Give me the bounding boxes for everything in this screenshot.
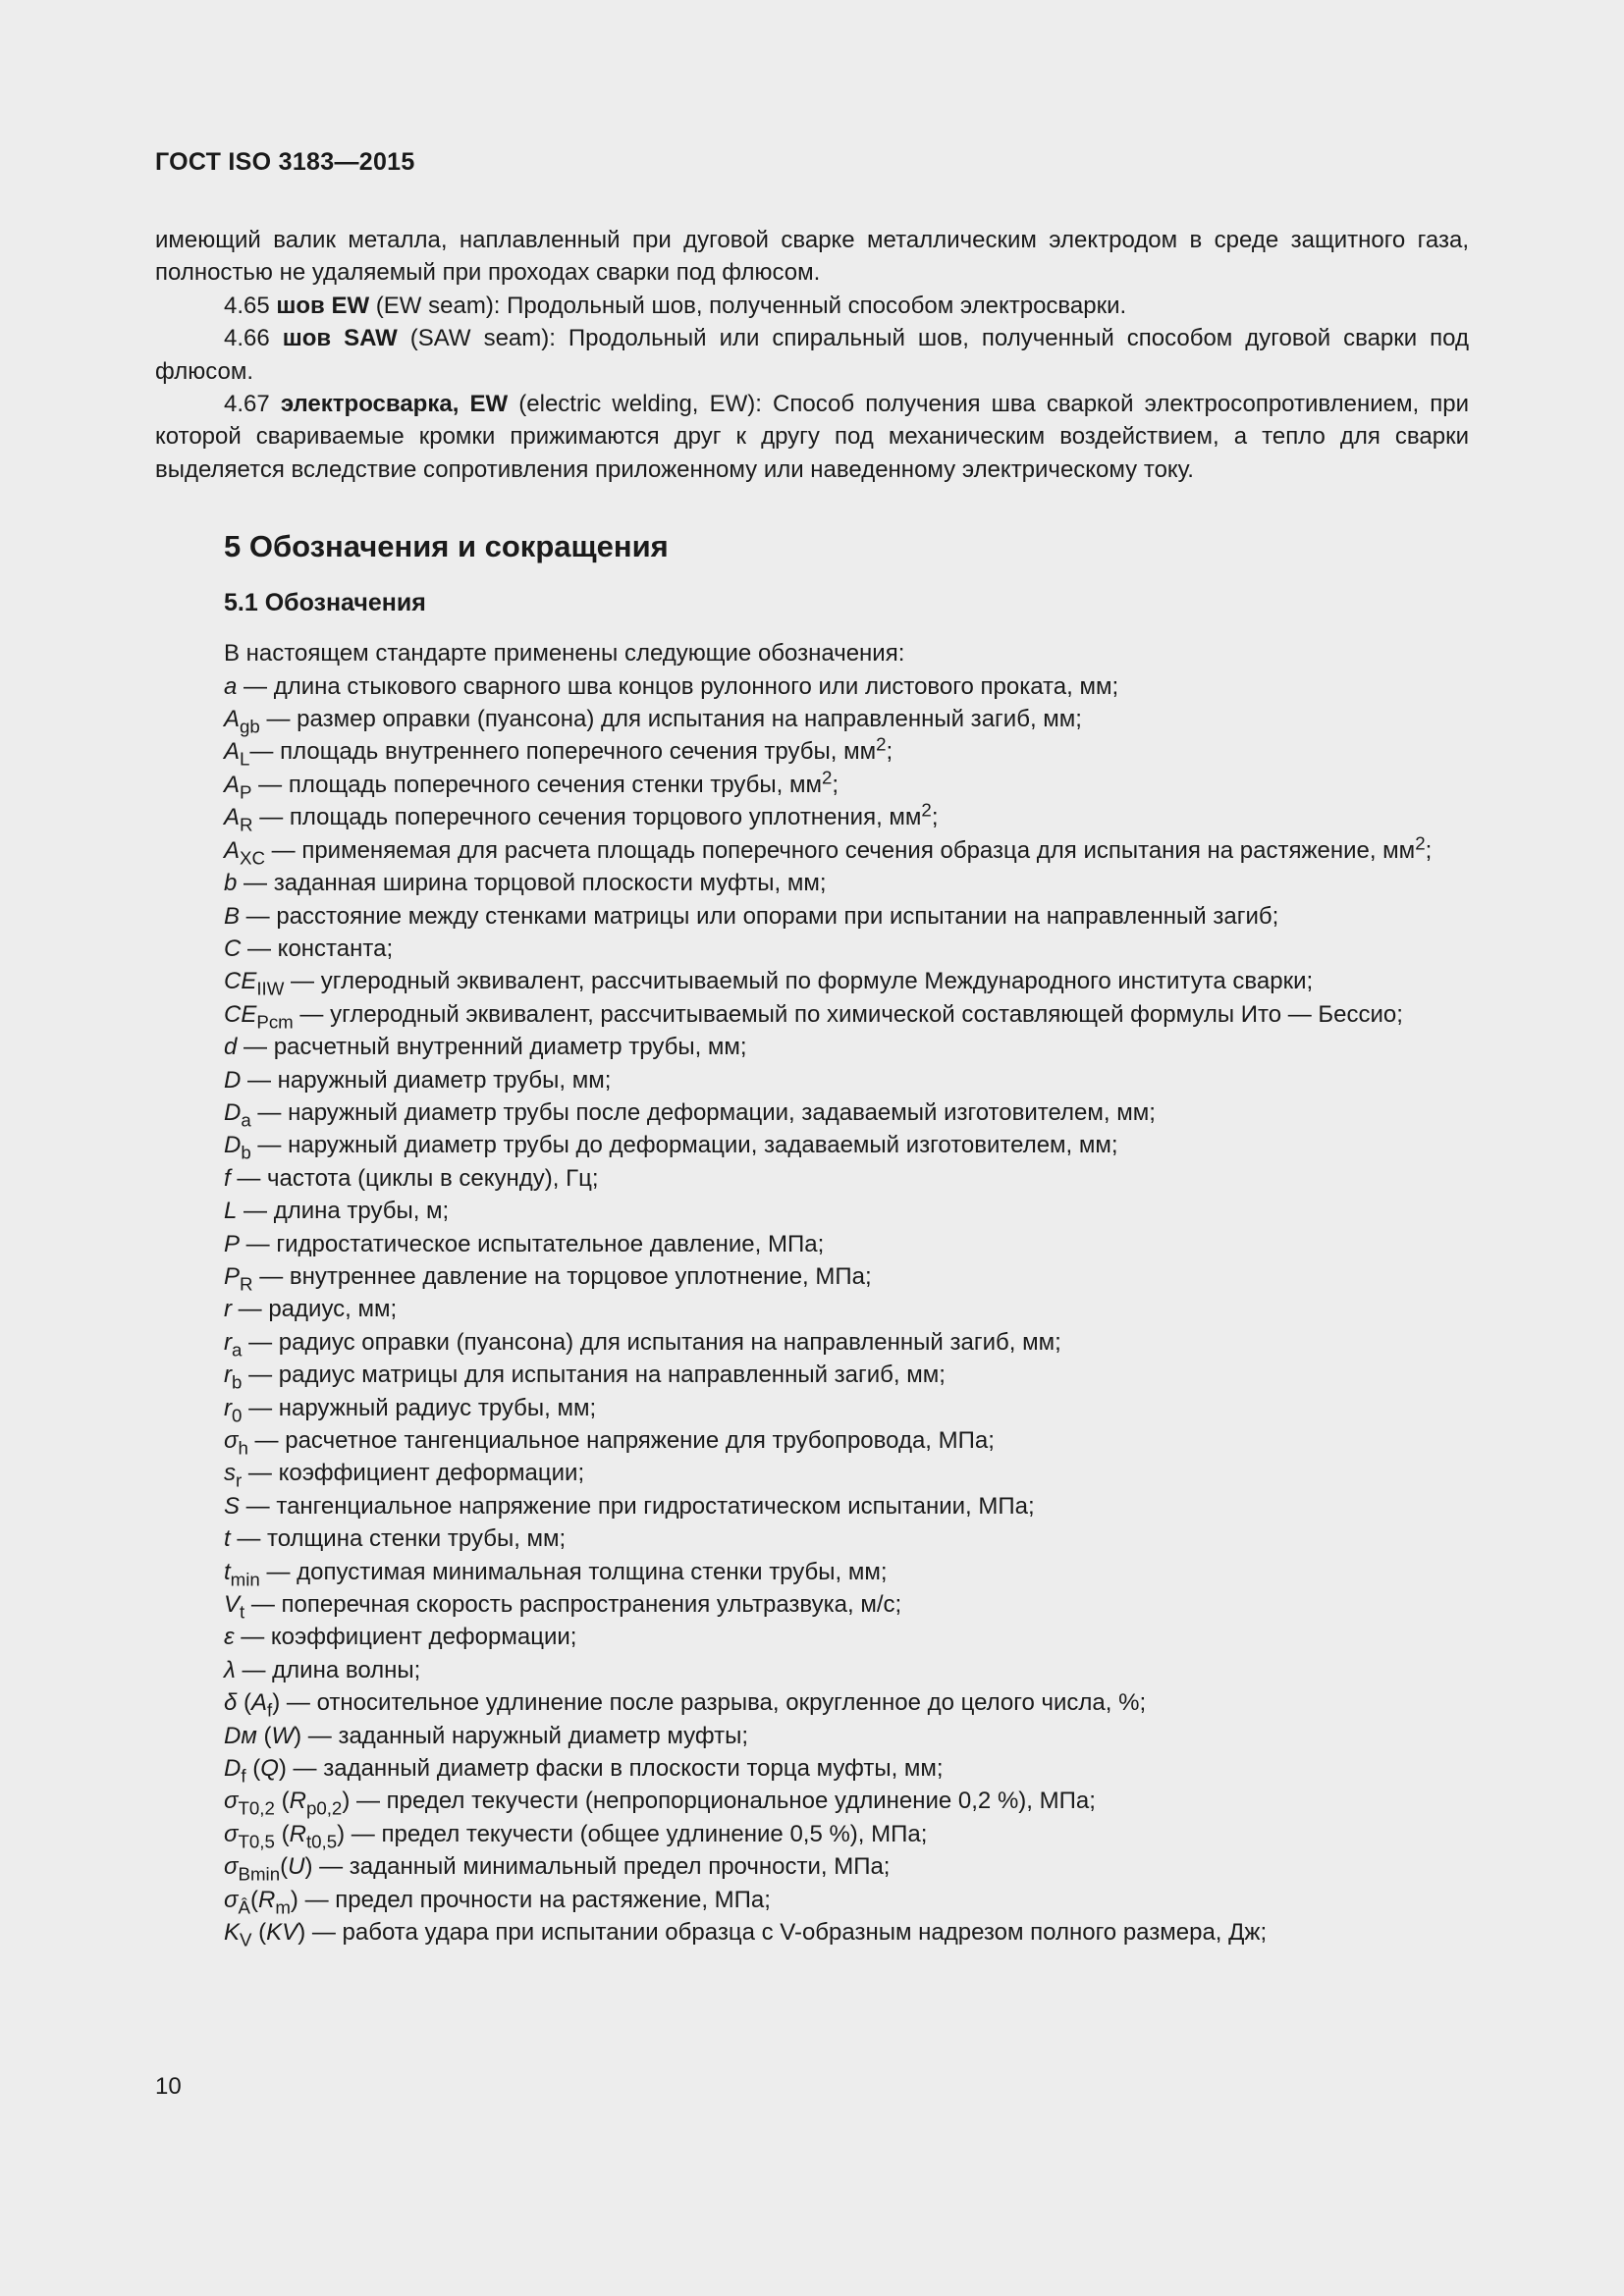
symbol-letter: r: [224, 1394, 232, 1421]
symbol-description: ) — предел прочности на растяжение, МПа;: [290, 1886, 771, 1913]
symbol-description: — радиус матрицы для испытания на направленный загиб, мм;: [242, 1362, 946, 1389]
symbol-letter: δ: [224, 1689, 238, 1717]
document-header: ГОСТ ISO 3183—2015: [155, 148, 415, 176]
symbol-letter: A: [224, 738, 241, 766]
symbol-subscript: 0: [232, 1405, 243, 1426]
symbol-letter: A: [224, 706, 241, 733]
symbol-description: — площадь внутреннего поперечного сечения трубы, мм: [249, 738, 877, 766]
symbol-letter: r: [224, 1328, 232, 1356]
symbol-item: [155, 1096, 1469, 1129]
symbol-description: — применяемая для расчета площадь поперечного сечения образца для испытания на растяжение, мм: [265, 836, 1416, 864]
symbol-subscript: Pcm: [256, 1011, 294, 1033]
clause-definition: (EW seam): Продольный шов, полученный способом электросварки.: [369, 292, 1127, 319]
symbol-description: ) — заданный диаметр фаски в плоскости торца муфты, мм;: [278, 1755, 944, 1783]
symbol-item: [155, 933, 1469, 965]
symbol-description: — расстояние между стенками матрицы или опорами при испытании на направленный загиб;: [240, 902, 1279, 930]
symbol-item: [155, 1916, 1469, 1949]
symbol-letter: λ: [224, 1656, 236, 1683]
symbol: [224, 1788, 275, 1820]
symbol-item: [155, 1392, 1469, 1424]
symbol-subscript: R: [240, 814, 253, 835]
symbol-description: — площадь поперечного сечения стенки трубы, мм: [251, 771, 822, 798]
symbol-letter: r: [224, 1296, 232, 1323]
unit-exponent: 2: [876, 734, 887, 756]
symbol: [224, 1198, 237, 1224]
symbol-item: [155, 1556, 1469, 1588]
symbol-subscript: R: [240, 1273, 253, 1295]
symbol-description: ) — относительное удлинение после разрыва, округленное до целого числа, %;: [272, 1689, 1147, 1717]
symbol-subscript: a: [232, 1339, 243, 1361]
symbol-description: — радиус оправки (пуансона) для испытания на направленный загиб, мм;: [242, 1328, 1061, 1356]
symbol-letter: t: [224, 1525, 231, 1553]
symbol: [224, 738, 250, 771]
symbol: [224, 1067, 241, 1094]
symbol-item: [155, 1884, 1469, 1916]
symbol-letter: C: [224, 934, 242, 962]
symbol: [224, 903, 240, 930]
symbol: [224, 1394, 243, 1426]
symbol: [224, 706, 260, 737]
symbol-subscript: V: [240, 1929, 252, 1950]
symbol-description: — наружный диаметр трубы, мм;: [241, 1066, 612, 1094]
symbol-letter: D: [224, 1132, 242, 1159]
symbol-letter: t: [224, 1558, 231, 1585]
subsection-title: 5.1 Обозначения: [224, 589, 426, 617]
symbol-item: [155, 1129, 1469, 1161]
symbol-description: — наружный радиус трубы, мм;: [242, 1394, 597, 1421]
symbol-letter: CE: [224, 1000, 257, 1028]
symbol-description: — длина стыкового сварного шва концов рулонного или листового проката, мм;: [237, 672, 1119, 700]
symbol-letter: K: [224, 1919, 241, 1947]
clause-definition: (SAW seam): Продольный или спиральный шов, полученный способом дуговой сварки под флюсом.: [155, 325, 1469, 385]
symbol-letter: A: [224, 836, 241, 864]
symbol-description: — частота (циклы в секунду), Гц;: [230, 1164, 599, 1192]
symbol-subscript: t: [240, 1601, 245, 1623]
intro-paragraphs: [155, 224, 1469, 486]
section-title: 5 Обозначения и сокращения: [224, 529, 669, 564]
symbol-subscript: gb: [240, 716, 260, 737]
symbol-letter: r: [224, 1362, 232, 1389]
symbol-item: [155, 1621, 1469, 1653]
symbol-description: — коэффициент деформации;: [234, 1624, 577, 1651]
symbol: [224, 1328, 243, 1361]
symbol: [224, 1262, 253, 1295]
symbol: [224, 1755, 246, 1787]
symbol-item: [155, 1064, 1469, 1096]
clause-number: 4.65: [224, 292, 277, 319]
symbol-alt: (W: [256, 1722, 295, 1749]
symbol-item: [155, 1293, 1469, 1325]
symbol-subscript: min: [230, 1569, 260, 1590]
symbol: [224, 771, 252, 803]
symbol-description: — допустимая минимальная толщина стенки трубы, мм;: [259, 1558, 888, 1585]
symbol-description: — длина трубы, м;: [237, 1198, 450, 1225]
symbol-item: $A_L—$ площадь внутреннего поперечного сечения трубы, $мм^2$;: [224, 734, 893, 771]
symbol-item: [155, 1457, 1469, 1489]
symbol-subscript: XC: [240, 847, 265, 869]
paragraph: [155, 290, 1469, 322]
unit-exponent: 2: [821, 767, 833, 788]
symbol-letter: σ: [224, 1820, 239, 1847]
symbol-item: [155, 1818, 1469, 1850]
symbol-alt: ($R_{p0,2}$: [274, 1788, 343, 1820]
page-content: [155, 224, 1469, 1949]
symbol-description: — заданная ширина торцовой плоскости муфты, мм;: [237, 870, 827, 897]
symbol-subscript: Bmin: [238, 1863, 281, 1885]
symbol-letter: f: [224, 1164, 231, 1192]
symbol-item: [155, 998, 1469, 1031]
clause-term: шов SAW: [282, 325, 398, 352]
symbol-item: [155, 1195, 1469, 1227]
symbol-letter: CE: [224, 968, 257, 995]
symbol-letter: b: [224, 870, 238, 897]
symbol-description: — наружный диаметр трубы до деформации, задаваемый изготовителем, мм;: [250, 1132, 1118, 1159]
symbol-alt-subscript: f: [267, 1699, 273, 1721]
paragraph: [155, 224, 1469, 290]
symbol-letter: L: [224, 1198, 238, 1225]
symbol-letter: P: [224, 1262, 241, 1290]
symbol: [224, 1853, 281, 1885]
symbol-letter: D: [224, 1066, 242, 1094]
symbol-item: [155, 1490, 1469, 1522]
symbol: [224, 1000, 294, 1033]
symbol-description: — площадь поперечного сечения торцового уплотнения, мм: [252, 804, 922, 831]
paragraph: [155, 322, 1469, 388]
symbol-letter: a: [224, 672, 238, 700]
symbol-item: [155, 1654, 1469, 1686]
symbol-alt: ($R_{t0,5}$: [274, 1820, 338, 1852]
symbol-subscript: T0,5: [238, 1831, 275, 1852]
symbol: [224, 1296, 232, 1322]
symbol-description: — радиус, мм;: [232, 1296, 398, 1323]
symbol-letter: D: [224, 1755, 242, 1783]
symbol-subscript: h: [238, 1437, 248, 1459]
symbol-subscript: L: [240, 749, 250, 771]
symbol-description: — размер оправки (пуансона) для испытания на направленный загиб, мм;: [259, 706, 1082, 733]
symbol-description: — расчетный внутренний диаметр трубы, мм;: [237, 1034, 747, 1061]
symbol-subscript: b: [241, 1142, 251, 1163]
symbol-description: — гидростатическое испытательное давление, МПа;: [240, 1230, 825, 1257]
symbol: [224, 836, 265, 869]
page-number: 10: [155, 2073, 182, 2100]
symbol-subscript: T0,2: [238, 1798, 275, 1820]
symbol-item: [155, 1588, 1469, 1621]
symbol-letter: ε: [224, 1624, 235, 1651]
clause-number: 4.66: [224, 325, 283, 352]
symbol: [224, 1034, 237, 1060]
symbol-alt: ($A_f$: [237, 1689, 273, 1721]
symbol-letter: S: [224, 1492, 241, 1520]
symbol-alt-letter: U: [288, 1853, 305, 1881]
symbol-item: [155, 867, 1469, 899]
symbol-alt-letter: W: [271, 1722, 295, 1749]
symbol-item: [155, 1260, 1469, 1293]
symbol-subscript: a: [241, 1109, 251, 1131]
symbol-letter: σ: [224, 1886, 239, 1913]
symbol-letter: B: [224, 902, 241, 930]
symbol: [224, 1624, 235, 1650]
symbol-description: — тангенциальное напряжение при гидростатическом испытании, МПа;: [240, 1492, 1035, 1520]
symbol-item: [155, 965, 1469, 997]
symbol: [224, 1723, 257, 1749]
symbol-alt-letter: R: [289, 1788, 306, 1815]
symbol-item: [155, 670, 1469, 703]
symbol-letter: σ: [224, 1788, 239, 1815]
symbol: [224, 673, 237, 700]
symbol-subscript: r: [236, 1469, 243, 1491]
symbol: [224, 1558, 260, 1590]
symbol: [224, 804, 253, 835]
symbol-alt: (KV: [251, 1919, 298, 1947]
symbol: [224, 1919, 252, 1950]
symbol-item: [155, 900, 1469, 933]
symbol: [224, 1689, 237, 1716]
symbol: [224, 1165, 231, 1192]
symbol-item: [155, 1424, 1469, 1457]
symbol-description: — коэффициент деформации;: [242, 1460, 585, 1487]
symbol: [224, 1362, 243, 1393]
symbol-item: [155, 1752, 1469, 1785]
symbol: [224, 1460, 243, 1491]
symbol-letter: d: [224, 1034, 238, 1061]
symbol-alt-subscript: m: [275, 1896, 291, 1918]
clause-definition: (electric welding, EW): Способ получения шва сваркой электросопротивлением, при которой свариваемые кромки прижимаются друг к другу под механическим воздействием, а тепло для сварки выделяется вследствие сопротивления приложенному или наведенному электрическому току.: [155, 391, 1469, 483]
symbol-subscript: IIW: [256, 978, 285, 999]
symbol-alt-letter: Q: [260, 1755, 279, 1783]
paragraph-text: имеющий валик металла, наплавленный при дуговой сварке металлическим электродом в среде защитного газа, полностью не удаляемый при проходах сварки под флюсом.: [155, 227, 1469, 287]
symbol-alt-subscript: t0,5: [305, 1831, 338, 1852]
symbol-item: [155, 1686, 1469, 1719]
symbol-alt-letter: A: [251, 1689, 268, 1717]
symbol-item: [155, 1359, 1469, 1391]
paragraph: [155, 388, 1469, 486]
symbols-list: [155, 670, 1469, 1949]
symbol-subscript: b: [232, 1371, 243, 1393]
symbol-description: ) — заданный наружный диаметр муфты;: [294, 1722, 749, 1749]
symbol: [224, 1886, 250, 1918]
symbol-letter: σ: [224, 1427, 239, 1454]
symbol: [224, 1493, 240, 1520]
symbol-description: — углеродный эквивалент, рассчитываемый по химической составляющей формулы Ито — Бессио;: [293, 1000, 1403, 1028]
unit-exponent: 2: [921, 799, 932, 821]
symbol-description: ) — заданный минимальный предел прочности, МПа;: [304, 1853, 891, 1881]
symbol: [224, 1657, 236, 1683]
symbol-alt-letter: KV: [266, 1919, 298, 1947]
symbol-letter: P: [224, 1230, 241, 1257]
symbol-description: ) — предел текучести (непропорциональное удлинение 0,2 %), МПа;: [342, 1788, 1096, 1815]
symbol-subscript: f: [241, 1765, 246, 1787]
symbol-subscript: Â: [238, 1896, 250, 1918]
symbol-alt: (U: [280, 1853, 305, 1881]
unit-exponent: 2: [1415, 832, 1426, 854]
symbol-item: $A_{XC}$ — применяемая для расчета площадь поперечного сечения образца для испытания на растяжение, $мм^2$;: [224, 832, 1433, 869]
symbol-letter: A: [224, 771, 241, 798]
symbol: [224, 870, 237, 896]
symbol-subscript: P: [240, 781, 252, 803]
symbol-item: [155, 1785, 1469, 1820]
symbol: [224, 1427, 248, 1459]
symbol-item: [155, 703, 1469, 735]
symbol: [224, 935, 241, 962]
symbol-item: [155, 1522, 1469, 1555]
symbol: [224, 1820, 275, 1852]
symbol-letter: σ: [224, 1853, 239, 1881]
symbol: [224, 1525, 231, 1552]
symbol: [224, 1591, 245, 1623]
symbol-item: [155, 1228, 1469, 1260]
symbol-description: ) — работа удара при испытании образца с V-образным надрезом полного размера, Дж;: [298, 1919, 1268, 1947]
clause-term: электросварка, EW: [280, 391, 509, 418]
symbol: [224, 1098, 251, 1131]
symbol-letter: Dм: [224, 1722, 257, 1749]
symbol: [224, 1132, 251, 1163]
symbol-description: ) — предел текучести (общее удлинение 0,5 %), МПа;: [337, 1820, 928, 1847]
symbol-letter: V: [224, 1591, 241, 1619]
symbol-alt-subscript: p0,2: [305, 1798, 343, 1820]
symbol-letter: A: [224, 804, 241, 831]
symbol-item: [155, 1162, 1469, 1195]
symbol-alt-letter: R: [257, 1886, 276, 1913]
symbol-description: — поперечная скорость распространения ультразвука, м/с;: [244, 1591, 902, 1619]
symbol-description: — расчетное тангенциальное напряжение для трубопровода, МПа;: [247, 1427, 995, 1454]
symbol-description: — наружный диаметр трубы после деформации, задаваемый изготовителем, мм;: [250, 1098, 1156, 1126]
symbol: [224, 1231, 240, 1257]
symbol-letter: D: [224, 1098, 242, 1126]
symbol-item: $A_P$ — площадь поперечного сечения стенки трубы, $мм^2$;: [224, 767, 839, 803]
symbol-letter: s: [224, 1460, 236, 1487]
symbol-item: [155, 1720, 1469, 1752]
symbol-item: [155, 1326, 1469, 1359]
symbol-alt: (Q: [245, 1755, 279, 1783]
symbols-intro: В настоящем стандарте применены следующие обозначения:: [224, 640, 905, 667]
clause-number: 4.67: [224, 391, 281, 418]
symbol-description: — углеродный эквивалент, рассчитываемый по формуле Международного института сварки;: [284, 968, 1314, 995]
symbol-item: $A_R$ — площадь поперечного сечения торцового уплотнения, $мм^2$;: [224, 799, 939, 835]
symbol-alt: ($R_m$: [249, 1886, 291, 1918]
symbol-alt-letter: R: [289, 1820, 306, 1847]
symbol-description: — толщина стенки трубы, мм;: [230, 1525, 567, 1553]
symbol-item: [155, 1850, 1469, 1883]
symbol: [224, 968, 285, 999]
clause-term: шов EW: [276, 292, 370, 319]
symbol-item: [155, 1031, 1469, 1063]
symbol-description: — внутреннее давление на торцовое уплотнение, МПа;: [252, 1262, 872, 1290]
symbol-description: — длина волны;: [235, 1656, 421, 1683]
symbol-description: — константа;: [241, 934, 394, 962]
